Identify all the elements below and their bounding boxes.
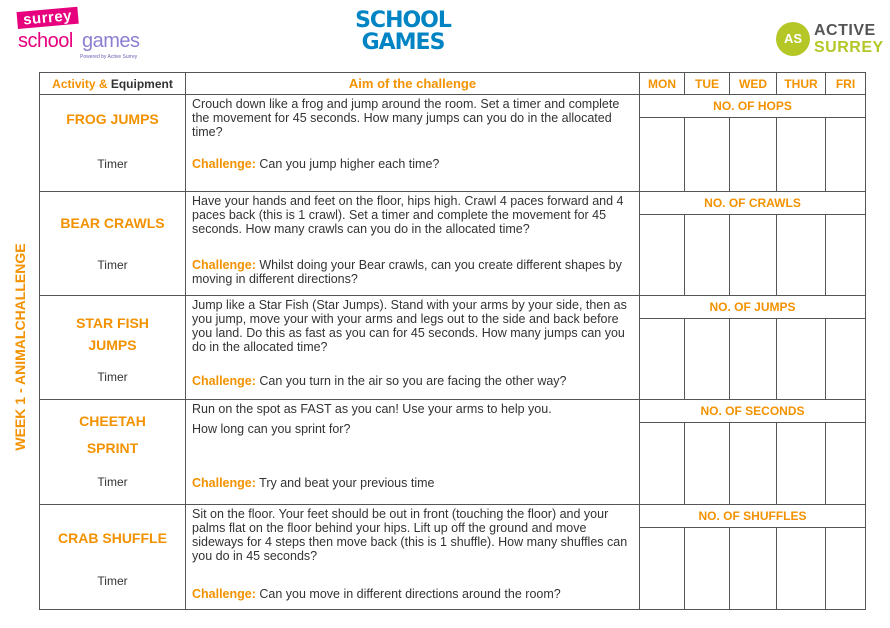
measure-label: NO. OF SECONDS <box>640 400 866 423</box>
activity-name-line2: JUMPS <box>88 337 137 353</box>
school-word: school <box>18 30 73 52</box>
aim-challenge <box>192 258 635 286</box>
entry-cell-fri[interactable] <box>826 215 866 296</box>
activity-cell <box>40 400 186 505</box>
entry-cell-mon[interactable] <box>640 319 685 400</box>
header-row <box>40 73 866 95</box>
activity-cell <box>40 192 186 296</box>
surrey-school-games-logo <box>18 7 158 60</box>
challenge-text: Try and beat your previous time <box>255 476 435 490</box>
week-side-label-text: WEEK 1 - ANIMALCHALLENGE <box>12 243 28 451</box>
table-row <box>40 296 866 319</box>
activity-equipment: Timer <box>97 157 128 171</box>
entry-cell-mon[interactable] <box>640 423 685 505</box>
aim-challenge <box>192 374 635 388</box>
challenge-text: Whilst doing your Bear crawls, can you create different shapes by moving in different directions? <box>192 258 622 286</box>
table-row <box>40 192 866 215</box>
aim-description: Jump like a Star Fish (Star Jumps). Stand with your arms by your side, then as you jump, move your with your arms and legs out to the side and back before you land. Do this as fast as you can for 45 seconds. How many jumps can you do in the allocated time? <box>192 298 627 354</box>
aim-header: Aim of the challenge <box>186 73 640 95</box>
activity-cell <box>40 505 186 610</box>
entry-cell-wed[interactable] <box>730 319 777 400</box>
measure-label: NO. OF JUMPS <box>640 296 866 319</box>
activity-header: Activity & Equipment <box>40 73 186 95</box>
school-games-logo <box>344 10 462 60</box>
challenge-label: Challenge: <box>192 476 256 490</box>
entry-cell-thur[interactable] <box>777 118 826 192</box>
challenge-text: Can you move in different directions around the room? <box>255 587 561 601</box>
activity-name: CRAB SHUFFLE <box>58 530 167 546</box>
challenge-table <box>39 72 866 610</box>
entry-cell-thur[interactable] <box>777 319 826 400</box>
table-row <box>40 400 866 423</box>
day-header-mon: MON <box>640 73 685 95</box>
day-header-thur: THUR <box>777 73 826 95</box>
day-header-fri: FRI <box>826 73 866 95</box>
entry-cell-tue[interactable] <box>685 423 730 505</box>
school-games-line2: GAMES <box>361 30 445 55</box>
entry-cell-fri[interactable] <box>826 423 866 505</box>
aim-challenge <box>192 476 635 490</box>
activity-name-line1: STAR FISH <box>76 315 149 331</box>
challenge-label: Challenge: <box>192 157 256 171</box>
aim-description: Crouch down like a frog and jump around the room. Set a timer and complete the movement for 45 seconds. How many jumps can you do in the allocated time? <box>192 97 620 139</box>
measure-label: NO. OF HOPS <box>640 95 866 118</box>
entry-cell-tue[interactable] <box>685 118 730 192</box>
measure-label: NO. OF SHUFFLES <box>640 505 866 528</box>
challenge-label: Challenge: <box>192 587 256 601</box>
activity-name: FROG JUMPS <box>66 111 159 127</box>
day-header-tue: TUE <box>685 73 730 95</box>
entry-cell-mon[interactable] <box>640 528 685 610</box>
activity-equipment: Timer <box>97 574 128 588</box>
aim-description: Sit on the floor. Your feet should be out in front (touching the floor) and your palms flat on the floor behind your hips. Lift up off the ground and move sideways for 4 steps then move back (this is 1 shuffle). How many shuffles can you do in 45 seconds? <box>192 507 628 563</box>
day-header-wed: WED <box>730 73 777 95</box>
games-word: games <box>82 30 140 52</box>
entry-cell-tue[interactable] <box>685 319 730 400</box>
school-games-line1: SCHOOL <box>355 8 451 33</box>
aim-cell <box>186 95 640 192</box>
challenge-label: Challenge: <box>192 374 256 388</box>
aim-cell <box>186 192 640 296</box>
surrey-brand-text: surrey <box>17 7 79 29</box>
entry-cell-mon[interactable] <box>640 215 685 296</box>
active-word: ACTIVE <box>814 22 876 39</box>
activity-name-line2: SPRINT <box>86 440 139 456</box>
table-row <box>40 95 866 118</box>
aim-challenge <box>192 157 635 171</box>
entry-cell-thur[interactable] <box>777 215 826 296</box>
aim-cell <box>186 296 640 400</box>
active-surrey-logo <box>776 20 886 60</box>
aim-description: Have your hands and feet on the floor, hips high. Crawl 4 paces forward and 4 paces back (this is 1 crawl). Set a timer and complete the movement for 45 seconds. How many crawls can you do in the allocated time? <box>192 194 624 236</box>
challenge-label: Challenge: <box>192 258 256 272</box>
entry-cell-wed[interactable] <box>730 423 777 505</box>
entry-cell-fri[interactable] <box>826 319 866 400</box>
entry-cell-wed[interactable] <box>730 118 777 192</box>
activity-cell <box>40 296 186 400</box>
logo-subtitle: Powered by Active Surrey <box>80 54 138 60</box>
aim-cell <box>186 505 640 610</box>
active-surrey-badge: AS <box>776 22 810 56</box>
entry-cell-fri[interactable] <box>826 118 866 192</box>
table-row <box>40 505 866 528</box>
entry-cell-thur[interactable] <box>777 423 826 505</box>
challenge-text: Can you turn in the air so you are facing the other way? <box>255 374 567 388</box>
activity-cell <box>40 95 186 192</box>
entry-cell-tue[interactable] <box>685 215 730 296</box>
entry-cell-thur[interactable] <box>777 528 826 610</box>
entry-cell-fri[interactable] <box>826 528 866 610</box>
activity-equipment: Timer <box>97 475 128 489</box>
activity-name-line1: CHEETAH <box>79 413 146 429</box>
entry-cell-mon[interactable] <box>640 118 685 192</box>
aim-description: Run on the spot as FAST as you can! Use your arms to help you. <box>192 402 552 416</box>
activity-name: BEAR CRAWLS <box>60 215 165 231</box>
aim-challenge <box>192 587 635 601</box>
entry-cell-wed[interactable] <box>730 215 777 296</box>
aim-description-2: How long can you sprint for? <box>192 422 351 436</box>
measure-label: NO. OF CRAWLS <box>640 192 866 215</box>
surrey-word: SURREY <box>814 39 884 56</box>
activity-equipment: Timer <box>97 370 128 384</box>
entry-cell-wed[interactable] <box>730 528 777 610</box>
aim-cell <box>186 400 640 505</box>
entry-cell-tue[interactable] <box>685 528 730 610</box>
challenge-text: Can you jump higher each time? <box>255 157 440 171</box>
activity-equipment: Timer <box>97 258 128 272</box>
